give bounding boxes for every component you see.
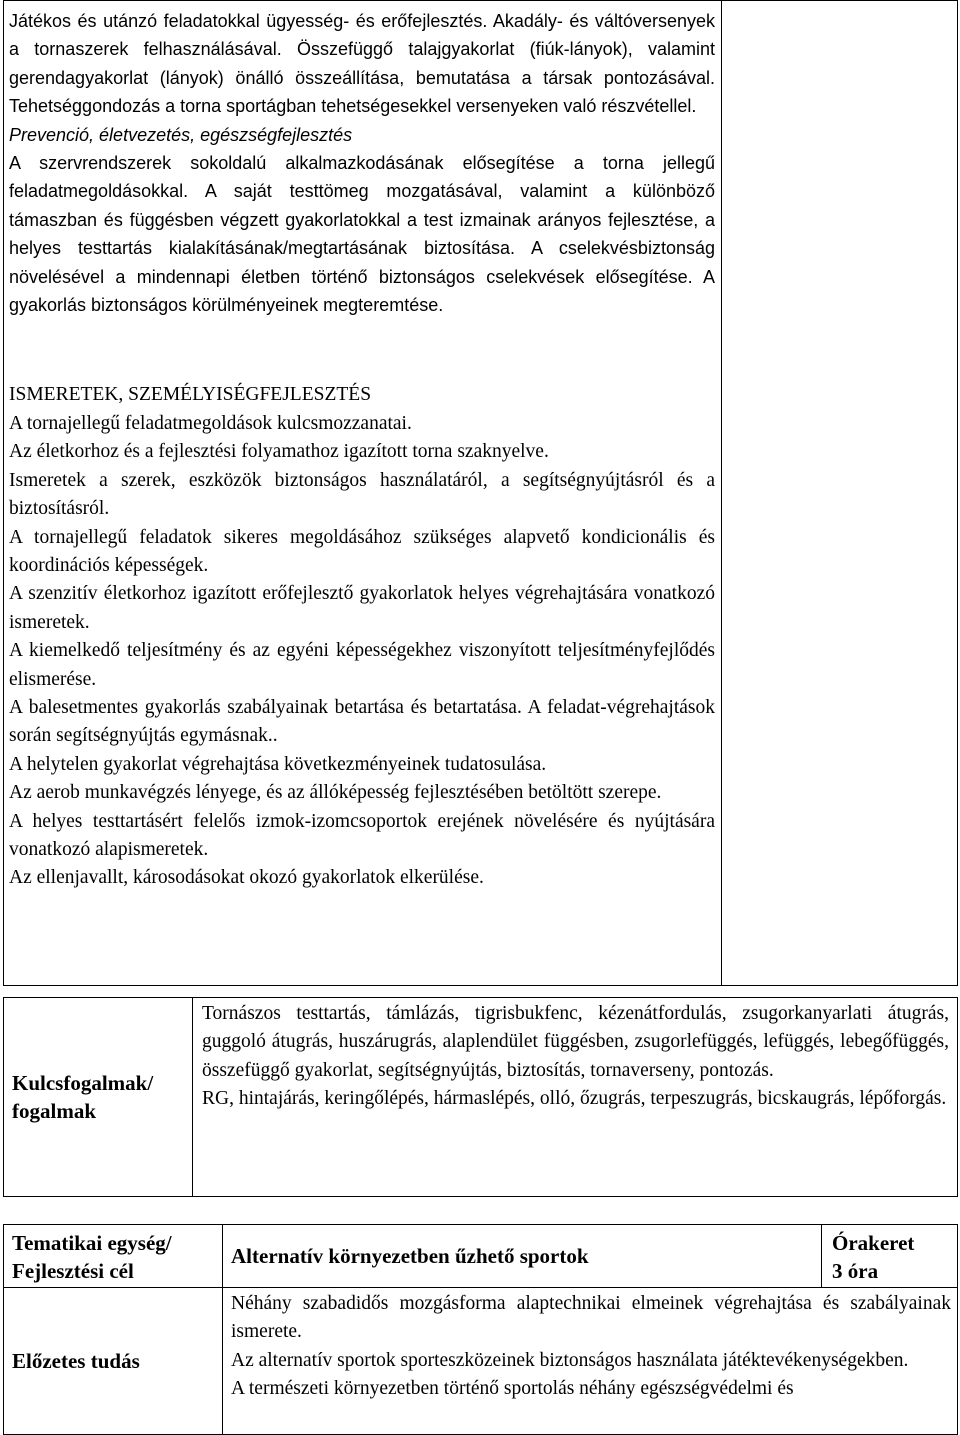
unit-title-cell (223, 1225, 822, 1288)
prior-knowledge-row (4, 1288, 958, 1435)
unit-table (3, 1224, 958, 1435)
hours-cell (822, 1225, 958, 1288)
prior-item: A természeti környezetben történő sportolás néhány egészségvédelmi és (231, 1378, 794, 1400)
knowledge-heading: ISMERETEK, SZEMÉLYISÉGFEJLESZTÉS (9, 384, 372, 406)
activities-row (4, 1, 958, 986)
knowledge-item: A helytelen gyakorlat végrehajtása következményeinek tudatosulása. (9, 753, 547, 775)
prevention-paragraph: A szervrendszerek sokoldalú alkalmazkodásának elősegítése a torna jellegű feladatmegoldásokkal. A saját testtömeg mozgatásával, valamint a különböző támaszban és függésben végzett gyakorlatokkal a test izmainak arányos fejlesztése, a helyes testtartás kialakításának/megtartásának biztosítása. A cselekvésbiztonság növelésével a mindennapi életben történő biztonságos cselekvések elősegítése. A gyakorlás biztonságos körülményeinek megteremtése. (9, 153, 715, 316)
knowledge-item: Az életkorhoz és a fejlesztési folyamathoz igazított torna szaknyelve. (9, 441, 549, 463)
empty-right-cell (722, 1, 958, 986)
knowledge-item: A balesetmentes gyakorlás szabályainak betartása és betartatása. A feladat-végrehajtások során segítségnyújtás egymásnak.. (9, 696, 715, 747)
key-concepts-paragraph: RG, hintajárás, keringőlépés, hármaslépés, olló, őzugrás, terpeszugrás, bicskaugrás, lépőforgás. (202, 1088, 947, 1110)
knowledge-section (9, 381, 715, 892)
activities-paragraph: Játékos és utánzó feladatokkal ügyesség- és erőfejlesztés. Akadály- és váltóversenyek a tornaszerek felhasználásával. Összefüggő talajgyakorlat (fiúk-lányok), valamint gerendagyakorlat (lányok) önálló összeállítása, bemutatása a társak pontozásával. Tehetséggondozás a torna sportágban tehetségesekkel versenyeken való részvétellel. (9, 11, 715, 117)
activities-text (9, 7, 715, 319)
key-concepts-label: Kulcsfogalmak/ fogalmak (12, 1071, 154, 1123)
knowledge-item: A tornajellegű feladatok sikeres megoldásához szükséges alapvető kondicionális és koordinációs képességek. (9, 526, 715, 576)
prior-item: Az alternatív sportok sporteszközeinek biztonságos használata játéktevékenységekben. (231, 1349, 909, 1371)
knowledge-item: A kiemelkedő teljesítmény és az egyéni képességekhez viszonyított teljesítményfejlődés elismerése. (9, 640, 715, 690)
prior-label: Előzetes tudás (12, 1349, 140, 1373)
activities-cell (4, 1, 722, 986)
hours-value: 3 óra (832, 1259, 879, 1283)
curriculum-table (3, 0, 958, 986)
key-concepts-label-cell (4, 998, 193, 1197)
prior-label-cell (4, 1288, 223, 1435)
unit-title: Alternatív környezetben űzhető sportok (231, 1244, 589, 1268)
key-concepts-table (3, 997, 958, 1197)
prior-content-cell (223, 1288, 958, 1435)
unit-label: Tematikai egység/ Fejlesztési cél (12, 1231, 172, 1283)
hours-label: Órakeret (832, 1231, 915, 1255)
knowledge-item: A tornajellegű feladatmegoldások kulcsmozzanatai. (9, 412, 412, 434)
knowledge-item: Az aerob munkavégzés lényege, és az állóképesség fejlesztésében betöltött szerepe. (9, 782, 662, 804)
unit-label-cell (4, 1225, 223, 1288)
unit-header-row (4, 1225, 958, 1288)
knowledge-item: A szenzitív életkorhoz igazított erőfejlesztő gyakorlatok helyes végrehajtására vonatkozó ismeretek. (9, 583, 715, 633)
key-concepts-row (4, 998, 958, 1197)
prevention-heading: Prevenció, életvezetés, egészségfejlesztés (9, 124, 353, 145)
prior-item: Néhány szabadidős mozgásforma alaptechnikai elmeinek végrehajtása és szabályainak ismerete. (231, 1293, 951, 1343)
key-concepts-paragraph: Tornászos testtartás, támlázás, tigrisbukfenc, kézenátfordulás, zsugorkanyarlati átugrás, guggoló átugrás, huszárugrás, alaplendület függésben, zsugorlefüggés, lefüggés, lebegőfüggés, összefüggő gyakorlat, segítségnyújtás, biztosítás, tornaverseny, pontozás. (202, 1003, 949, 1081)
knowledge-item: A helyes testtartásért felelős izmok-izomcsoportok erejének növelésére és nyújtására vonatkozó alapismeretek. (9, 810, 715, 860)
knowledge-item: Ismeretek a szerek, eszközök biztonságos használatáról, a segítségnyújtásról és a biztosításról. (9, 469, 715, 520)
key-concepts-content-cell (193, 998, 958, 1197)
knowledge-item: Az ellenjavallt, károsodásokat okozó gyakorlatok elkerülése. (9, 867, 484, 889)
